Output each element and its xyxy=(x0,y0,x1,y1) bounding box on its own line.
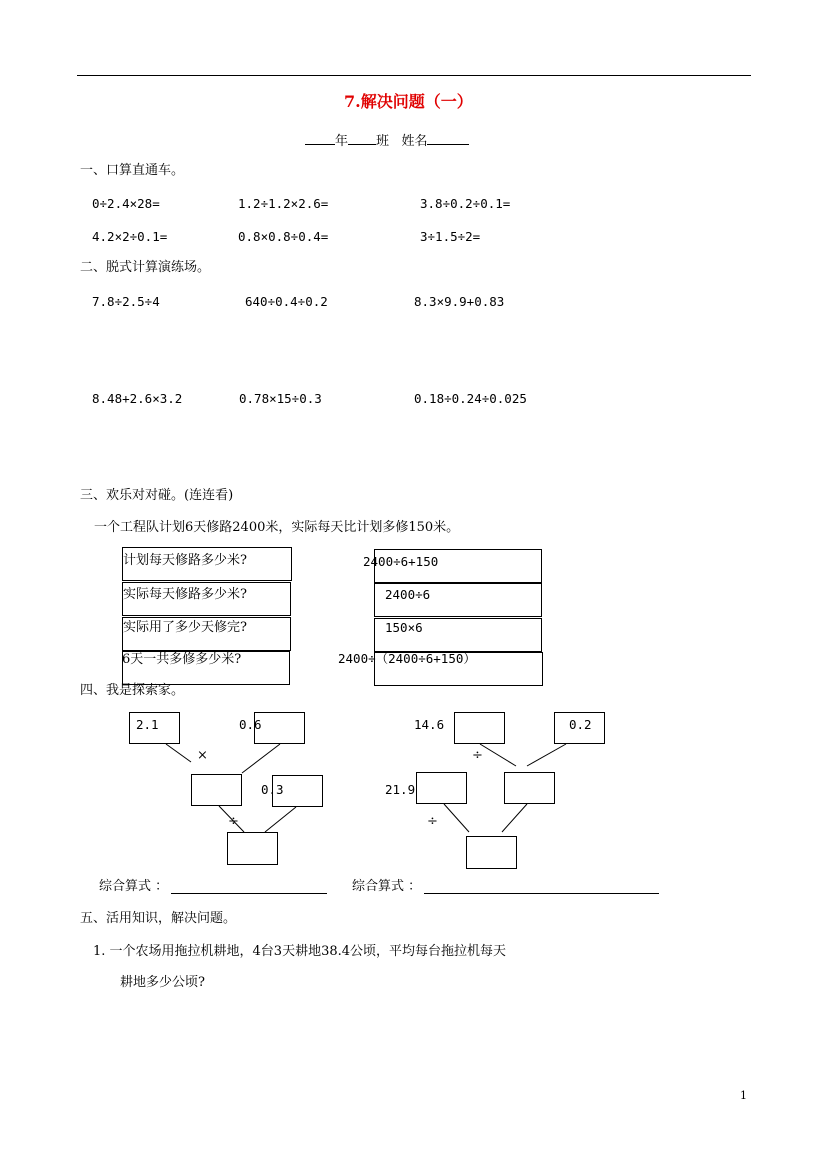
expression-text: 2400÷（2400÷6+150） xyxy=(338,651,476,666)
formula-blank[interactable] xyxy=(171,893,327,894)
calc-item: 7.8÷2.5÷4 xyxy=(92,294,160,309)
class-label: 班 xyxy=(376,134,390,149)
answer-box[interactable] xyxy=(454,712,505,744)
section1-heading: 一、口算直通车。 xyxy=(80,163,185,178)
section2-heading: 二、脱式计算演练场。 xyxy=(80,260,211,275)
oral-item: 3÷1.5÷2= xyxy=(420,229,481,244)
name-label: 姓名 xyxy=(401,134,428,149)
calc-item: 0.78×15÷0.3 xyxy=(239,391,322,406)
answer-box[interactable] xyxy=(191,774,242,806)
tree-value: 14.6 xyxy=(414,717,445,732)
tree-value: 21.9 xyxy=(385,782,416,797)
calc-item: 0.18÷0.24÷0.025 xyxy=(414,391,527,406)
word-problem-line: 耕地多少公顷? xyxy=(120,975,205,990)
multiply-sign: × xyxy=(197,748,208,763)
calc-item: 640÷0.4÷0.2 xyxy=(245,294,328,309)
oral-item: 4.2×2÷0.1= xyxy=(92,229,168,244)
question-text: 6天一共多修多少米? xyxy=(122,652,242,667)
section3-problem: 一个工程队计划6天修路2400米，实际每天比计划多修150米。 xyxy=(94,520,460,535)
section4-heading: 四、我是探索家。 xyxy=(80,683,185,698)
expression-text: 2400÷6 xyxy=(385,587,431,602)
connector-line xyxy=(527,744,566,766)
page-number: 1 xyxy=(740,1089,747,1102)
divide-sign: ÷ xyxy=(228,814,239,829)
calc-item: 8.3×9.9+0.83 xyxy=(414,294,505,309)
connector-line xyxy=(444,804,469,832)
connector-line xyxy=(265,807,296,832)
formula-label: 综合算式 ： xyxy=(99,879,169,894)
tree-value: 0.3 xyxy=(261,782,284,797)
oral-item: 1.2÷1.2×2.6= xyxy=(238,196,329,211)
section3-heading: 三、欢乐对对碰。(连连看) xyxy=(80,488,234,503)
tree-value: 2.1 xyxy=(136,717,159,732)
question-text: 实际用了多少天修完? xyxy=(123,620,247,635)
connector-line xyxy=(166,744,191,762)
expression-text: 2400÷6+150 xyxy=(363,554,439,569)
answer-box[interactable] xyxy=(466,836,517,869)
page-title: 7.解决问题（一） xyxy=(344,92,473,111)
oral-item: 0÷2.4×28= xyxy=(92,196,160,211)
divide-sign: ÷ xyxy=(472,748,483,763)
connector-line xyxy=(242,744,280,773)
expression-text: 150×6 xyxy=(385,620,423,635)
formula-label: 综合算式 ： xyxy=(352,879,422,894)
answer-box[interactable] xyxy=(254,712,305,744)
question-text: 计划每天修路多少米? xyxy=(123,553,247,568)
formula-blank[interactable] xyxy=(424,893,659,894)
answer-box[interactable] xyxy=(227,832,278,865)
section5-heading: 五、活用知识，解决问题。 xyxy=(80,911,237,926)
calc-item: 8.48+2.6×3.2 xyxy=(92,391,183,406)
connector-line xyxy=(480,744,516,766)
divide-sign: ÷ xyxy=(427,814,438,829)
answer-box[interactable] xyxy=(504,772,555,804)
oral-item: 3.8÷0.2÷0.1= xyxy=(420,196,511,211)
connector-line xyxy=(502,804,527,832)
year-label: 年 xyxy=(335,134,349,149)
tree-value: 0.2 xyxy=(569,717,592,732)
answer-box[interactable] xyxy=(416,772,467,804)
question-text: 实际每天修路多少米? xyxy=(123,587,247,602)
word-problem-line: 1. 一个农场用拖拉机耕地，4台3天耕地38.4公顷，平均每台拖拉机每天 xyxy=(93,944,507,959)
oral-item: 0.8×0.8÷0.4= xyxy=(238,229,329,244)
tree-value: 0.6 xyxy=(239,717,262,732)
